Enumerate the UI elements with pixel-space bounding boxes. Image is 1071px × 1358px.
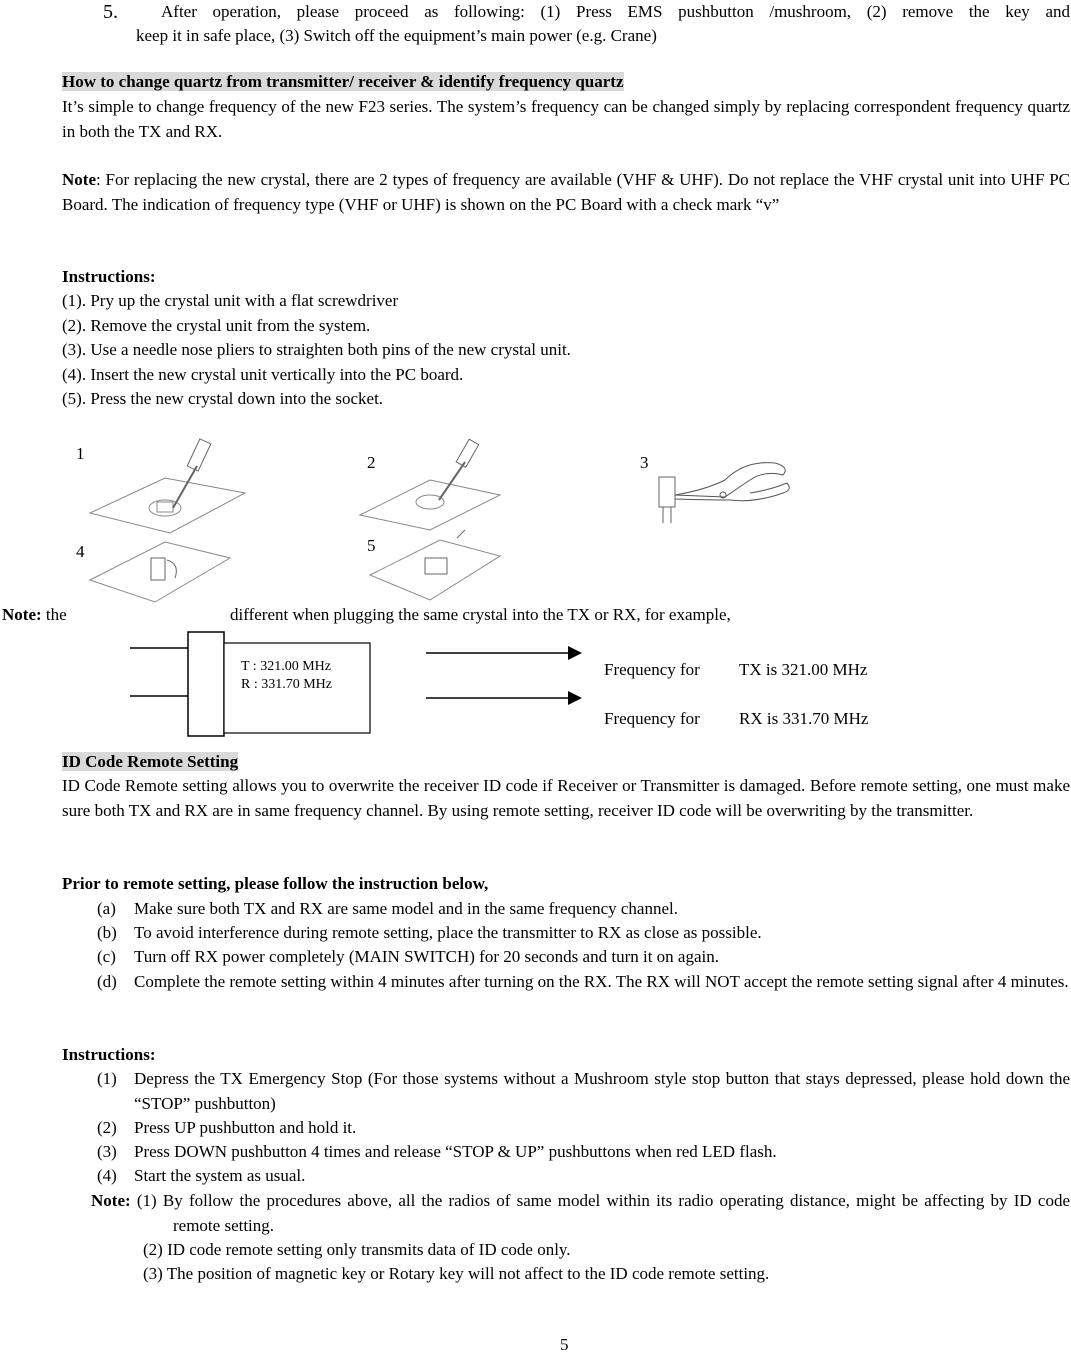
idcode-step: (3) Press DOWN pushbutton 4 times and release “STOP & UP” pushbuttons when red LED flash.	[97, 1142, 777, 1161]
figure-1-screwdriver-illustration	[85, 438, 245, 538]
quartz-step: (4). Insert the new crystal unit vertically into the PC board.	[62, 365, 464, 384]
tx-frequency-label: Frequency for	[604, 660, 700, 679]
frequency-note-continued: different when plugging the same crystal into the TX or RX, for example,	[230, 605, 731, 624]
crystal-tx-frequency: T : 321.00 MHz	[241, 659, 331, 674]
idcode-note-3: (3) The position of magnetic key or Rotary key will not affect to the ID code remote setting.	[143, 1264, 770, 1283]
rx-frequency-value: RX is 331.70 MHz	[739, 709, 869, 728]
idcode-step: (2) Press UP pushbutton and hold it.	[97, 1118, 357, 1137]
idcode-heading: ID Code Remote Setting	[62, 752, 239, 771]
figure-label-1: 1	[76, 444, 85, 463]
quartz-step: (5). Press the new crystal down into the socket.	[62, 389, 384, 408]
rx-frequency-label: Frequency for	[604, 709, 700, 728]
tx-frequency-value: TX is 321.00 MHz	[739, 660, 868, 679]
figure-label-2: 2	[367, 453, 376, 472]
crystal-diagram	[130, 630, 590, 740]
idcode-note-1: Note: (1) By follow the procedures above, all the radios of same model within its radio operating distance, might be affecting by ID code remote setting.	[91, 1191, 1070, 1235]
prior-item: (b) To avoid interference during remote setting, place the transmitter to RX as close as possible.	[97, 923, 762, 942]
figure-label-5: 5	[367, 536, 376, 555]
prior-heading: Prior to remote setting, please follow the instruction below,	[62, 874, 489, 893]
quartz-step: (2). Remove the crystal unit from the system.	[62, 316, 371, 335]
figure-label-3: 3	[640, 453, 649, 472]
figure-label-4: 4	[76, 542, 85, 561]
crystal-rx-frequency: R : 331.70 MHz	[241, 677, 332, 692]
page-number: 5	[560, 1335, 569, 1354]
quartz-heading: How to change quartz from transmitter/ receiver & identify frequency quartz	[62, 72, 624, 91]
step-5-number: 5.	[103, 1, 118, 23]
figure-3-pliers-illustration	[655, 455, 795, 530]
frequency-note: Note: the	[2, 605, 67, 624]
idcode-instructions-label: Instructions:	[62, 1045, 156, 1064]
prior-item: (c) Turn off RX power completely (MAIN SWITCH) for 20 seconds and turn it on again.	[97, 947, 719, 966]
step-5-line-2: keep it in safe place, (3) Switch off the equipment’s main power (e.g. Crane)	[136, 26, 657, 45]
prior-item: (d) Complete the remote setting within 4 minutes after turning on the RX. The RX will NOT accept the remote setting signal after 4 minutes.	[97, 972, 1069, 991]
quartz-instructions-label: Instructions:	[62, 267, 156, 286]
figure-4-insert-illustration	[85, 530, 235, 610]
prior-item: (a) Make sure both TX and RX are same model and in the same frequency channel.	[97, 899, 678, 918]
quartz-step: (3). Use a needle nose pliers to straighten both pins of the new crystal unit.	[62, 340, 571, 359]
quartz-step: (1). Pry up the crystal unit with a flat screwdriver	[62, 291, 399, 310]
idcode-note-2: (2) ID code remote setting only transmits data of ID code only.	[143, 1240, 571, 1259]
figure-5-press-illustration	[365, 530, 505, 610]
step-5-line-1: After operation, please proceed as following: (1) Press EMS pushbutton /mushroom, (2) remove the key and	[161, 2, 1070, 21]
quartz-note: Note: For replacing the new crystal, there are 2 types of frequency are available (VHF & UHF). Do not replace the VHF crystal unit into UHF PC Board. The indication of frequency type (VHF or UHF) is shown on the PC Board with a check mark “v”	[62, 170, 1070, 214]
idcode-step: (4) Start the system as usual.	[97, 1166, 306, 1185]
idcode-intro: ID Code Remote setting allows you to overwrite the receiver ID code if Receiver or Transmitter is damaged. Before remote setting, one must make sure both TX and RX are in same frequency channel. By using remote setting, receiver ID code will be overwriting by the transmitter.	[62, 776, 1070, 820]
quartz-intro: It’s simple to change frequency of the new F23 series. The system’s frequency can be changed simply by replacing correspondent frequency quartz in both the TX and RX.	[62, 97, 1070, 141]
idcode-step: (1) Depress the TX Emergency Stop (For those systems without a Mushroom style stop button that stays depressed, please hold down the “STOP” pushbutton)	[97, 1069, 1070, 1113]
figure-2-prying-illustration	[355, 440, 505, 530]
